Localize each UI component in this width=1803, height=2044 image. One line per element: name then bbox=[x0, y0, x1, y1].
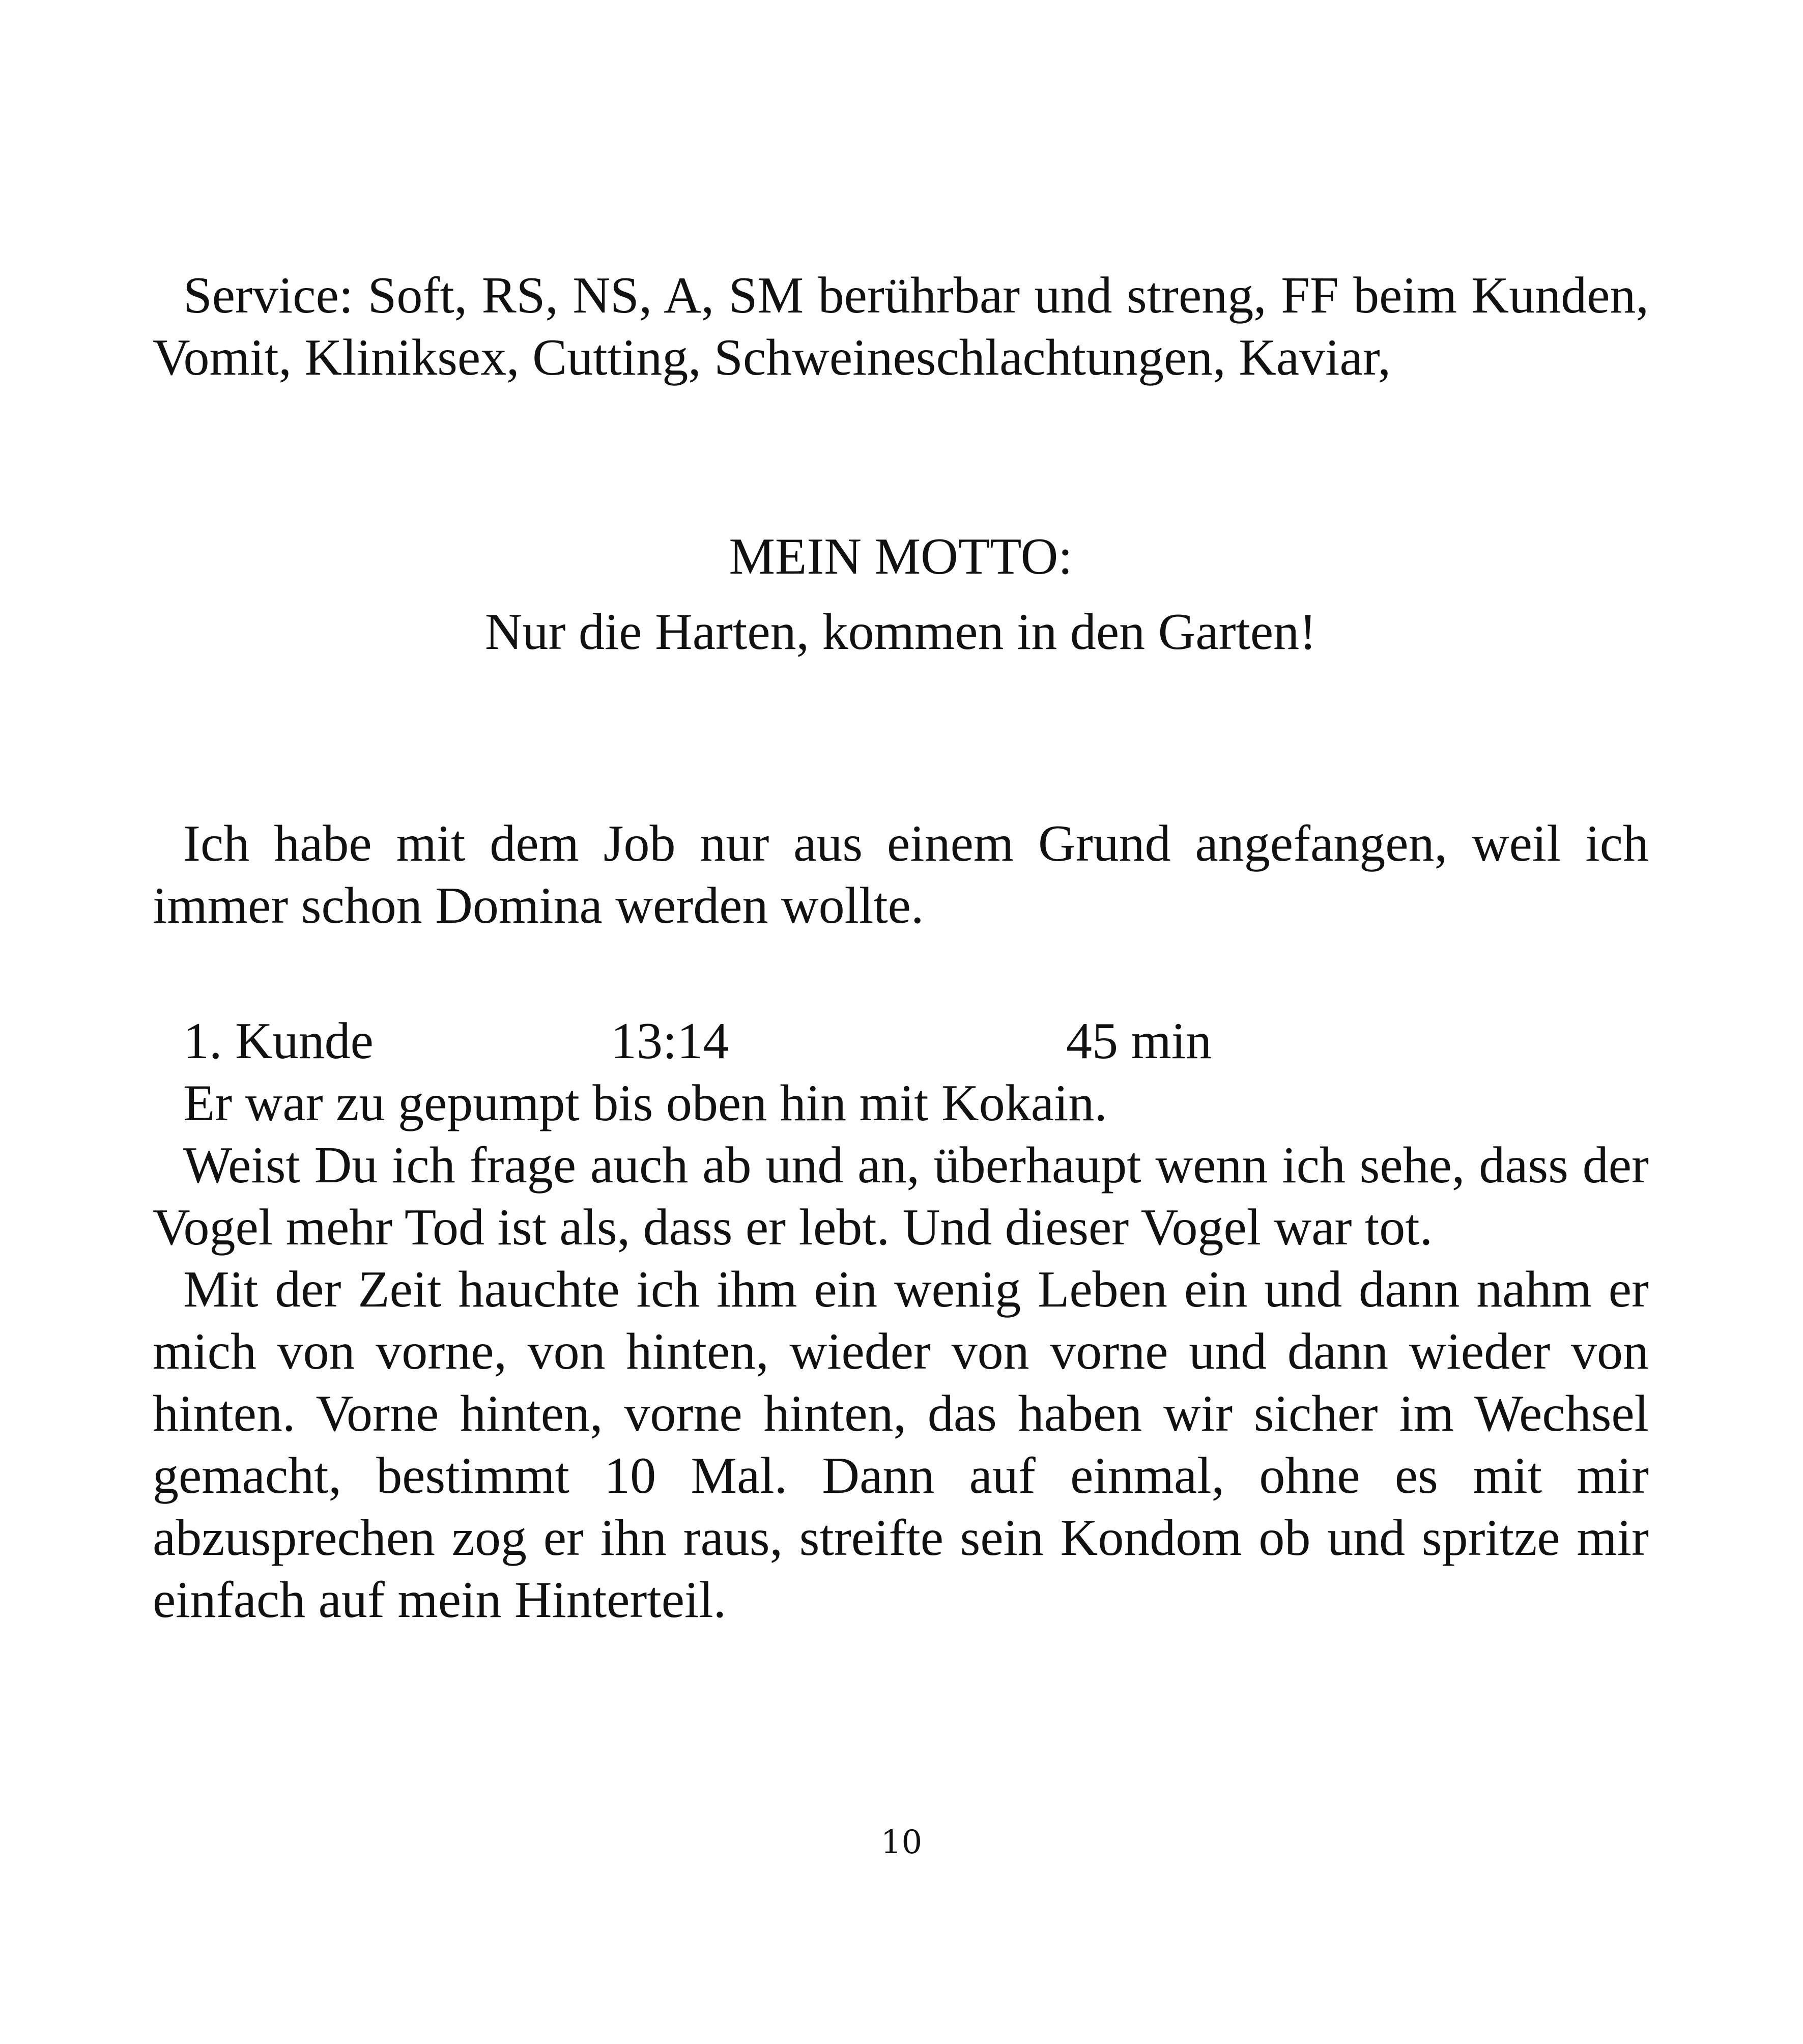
entry-paragraph: Mit der Zeit hauchte ich ihm ein wenig Leben ein und dann nahm er mich von vorne, von hinten, wieder von vorne und dann wieder von hinten. Vorne hinten, vorne hinten, das haben wir sicher im Wechsel gemacht, bestimmt 10 Mal. Dann auf einmal, ohne es mit mir abzusprechen zog er ihn raus, streifte sein Kondom ob und spritze mir einfach auf mein Hinterteil. bbox=[153, 1261, 1649, 1629]
service-paragraph: Service: Soft, RS, NS, A, SM berührbar und streng, FF beim Kunden, Vomit, Kliniksex, Cutting, Schweineschlachtungen, Kaviar, bbox=[153, 267, 1649, 386]
intro-paragraph: Ich habe mit dem Job nur aus einem Grund angefangen, weil ich immer schon Domina werden wollte. bbox=[153, 815, 1649, 934]
page-number: 10 bbox=[880, 1824, 923, 1861]
entry-time: 13:14 bbox=[611, 1012, 729, 1070]
entry-paragraph: Er war zu gepumpt bis oben hin mit Kokain. bbox=[183, 1074, 1107, 1132]
entry-paragraph: Weist Du ich frage auch ab und an, überhaupt wenn ich sehe, dass der Vogel mehr Tod ist als, dass er lebt. Und dieser Vogel war tot. bbox=[153, 1137, 1649, 1256]
entry-label: 1. Kunde bbox=[183, 1012, 374, 1070]
entry-header bbox=[153, 1010, 1649, 1072]
motto-heading: MEIN MOTTO: bbox=[729, 528, 1073, 585]
motto-block bbox=[153, 519, 1649, 670]
motto-line: Nur die Harten, kommen in den Garten! bbox=[484, 603, 1317, 661]
entry-duration: 45 min bbox=[1066, 1012, 1212, 1070]
customer-entry bbox=[153, 1010, 1649, 1631]
